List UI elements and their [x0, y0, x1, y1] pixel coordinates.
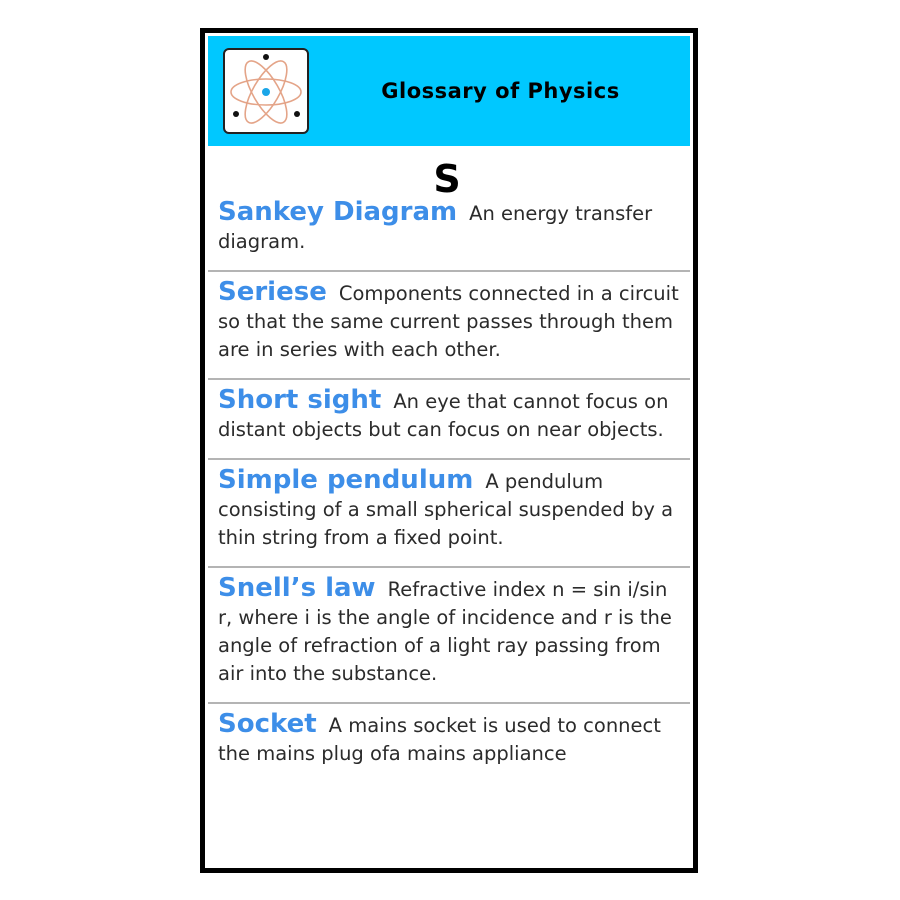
app-window: [200, 28, 698, 873]
entry-definition: An eye that cannot focus on distant objects but can focus on near objects.: [218, 390, 669, 441]
entry-term: Snell’s law: [218, 573, 376, 603]
glossary-list[interactable]: [208, 146, 690, 868]
atom-icon: [223, 48, 309, 134]
entry-definition: An energy transfer diagram.: [218, 202, 653, 253]
glossary-entry[interactable]: [208, 568, 690, 704]
glossary-entry[interactable]: [208, 704, 690, 782]
entry-term: Simple pendulum: [218, 465, 474, 495]
section-letter: S: [433, 157, 461, 201]
entry-term: Seriese: [218, 277, 327, 307]
entry-definition: Components connected in a circuit so that the same current passes through them are in series with each other.: [218, 282, 679, 361]
glossary-entry[interactable]: [208, 460, 690, 568]
entry-term: Sankey Diagram: [218, 197, 458, 227]
entry-term: Socket: [218, 709, 317, 739]
entry-term: Short sight: [218, 385, 382, 415]
glossary-entry[interactable]: [208, 198, 690, 272]
entry-definition: A mains socket is used to connect the mains plug ofa mains appliance: [218, 714, 661, 765]
app-header: [208, 36, 690, 146]
glossary-entry[interactable]: [208, 272, 690, 380]
entry-definition: Refractive index n = sin i/sin r, where i is the angle of incidence and r is the angle of refraction of a light ray passing from air into the substance.: [218, 578, 672, 685]
app-title: Glossary of Physics: [381, 79, 620, 103]
entry-definition: A pendulum consisting of a small spherical suspended by a thin string from a fixed point.: [218, 470, 674, 549]
glossary-entry[interactable]: [208, 380, 690, 460]
